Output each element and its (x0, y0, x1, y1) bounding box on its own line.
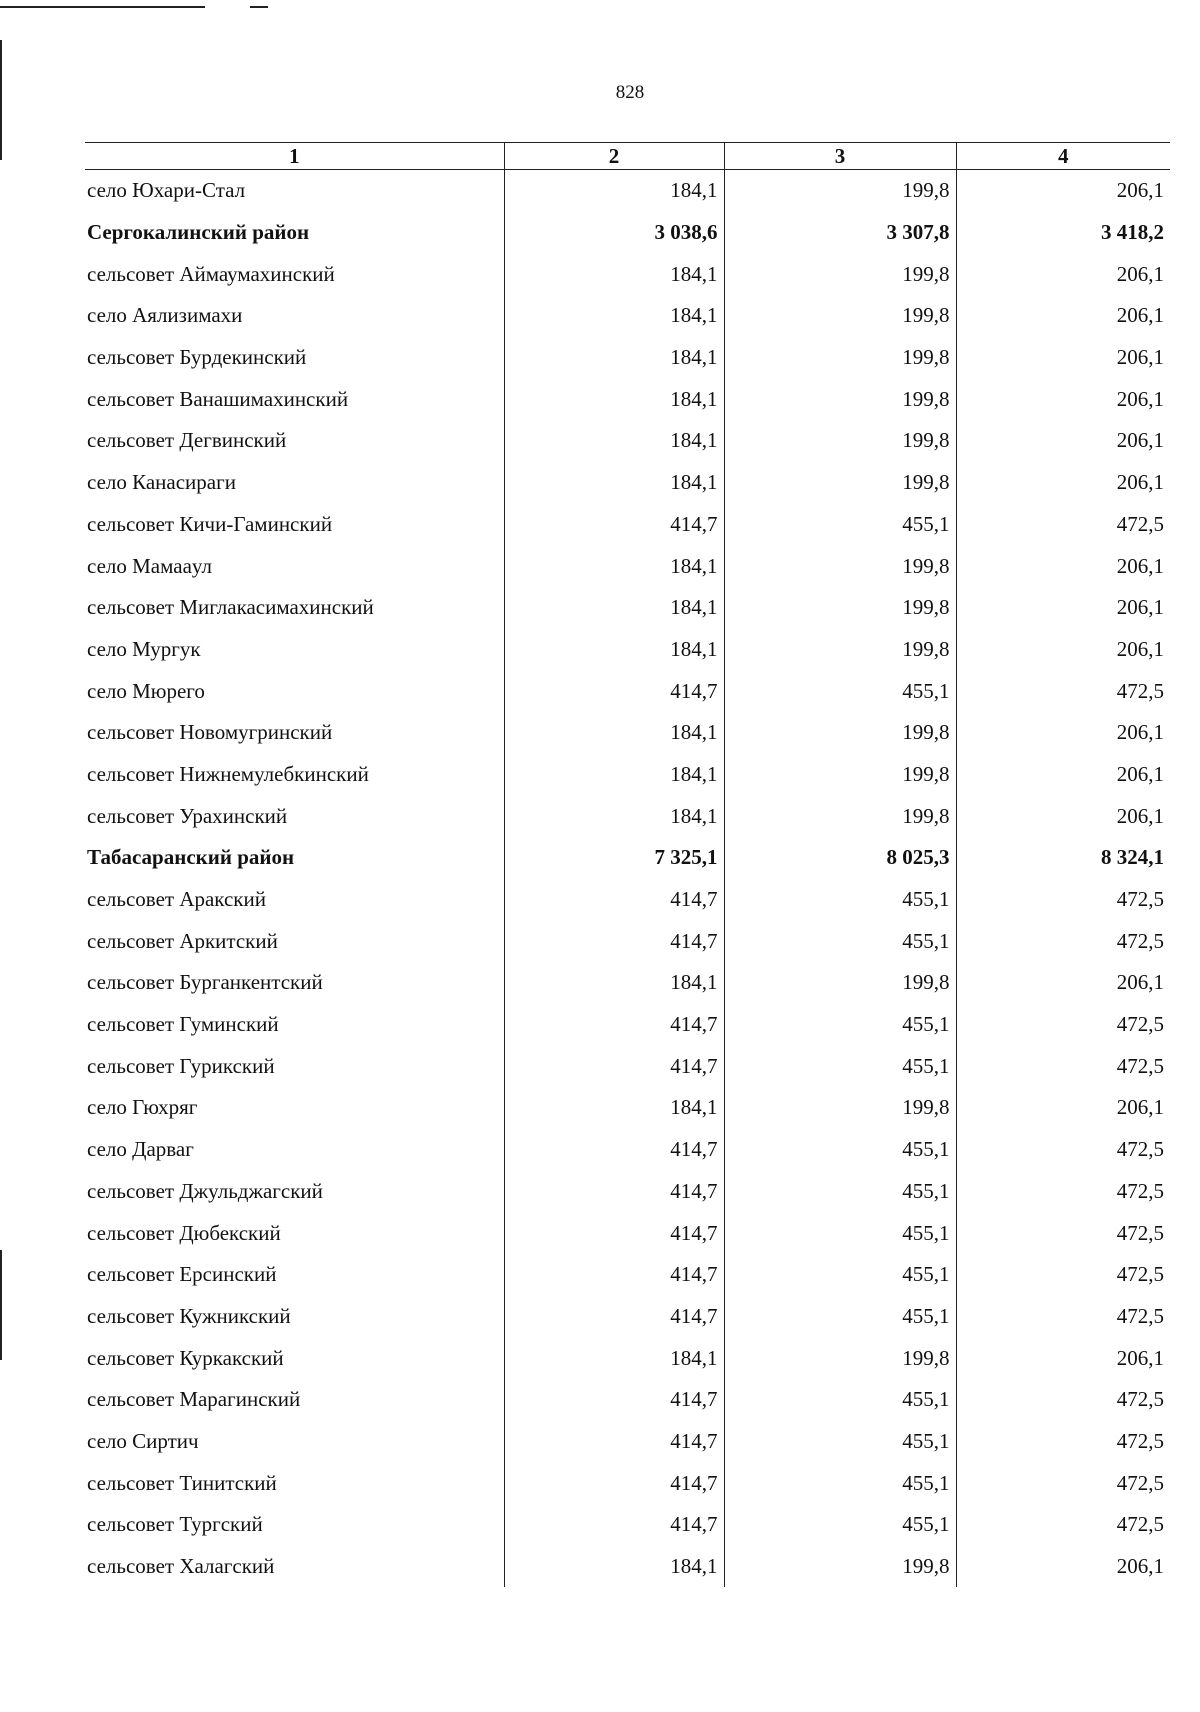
row-value-col2: 414,7 (504, 504, 724, 546)
row-name-cell: сельсовет Гуминский (85, 1004, 504, 1046)
row-value-col3: 455,1 (724, 1462, 956, 1504)
table-row (85, 1129, 1170, 1171)
row-value-col2: 414,7 (504, 1462, 724, 1504)
row-name-cell: село Мюрего (85, 670, 504, 712)
row-value-col4: 8 324,1 (1101, 845, 1164, 870)
row-name-cell: сельсовет Аракский (85, 879, 504, 921)
row-value-col4: 206,1 (1116, 1095, 1164, 1120)
row-value-col2: 414,7 (504, 879, 724, 921)
row-value-col2: 184,1 (504, 712, 724, 754)
table-row (85, 545, 1170, 587)
row-name-cell: сельсовет Кужникский (85, 1296, 504, 1338)
row-name-cell: сельсовет Бурганкентский (85, 962, 504, 1004)
row-value-col3: 199,8 (724, 545, 956, 587)
table-row (85, 420, 1170, 462)
row-value-col4: 206,1 (1116, 345, 1164, 370)
table-row (85, 587, 1170, 629)
row-value-col2: 184,1 (504, 962, 724, 1004)
table-row (85, 670, 1170, 712)
row-value-col4: 206,1 (1116, 178, 1164, 203)
row-value-col4: 472,5 (1116, 678, 1164, 703)
row-value-col3: 199,8 (724, 1087, 956, 1129)
row-value-col2: 414,7 (504, 670, 724, 712)
table-row (85, 879, 1170, 921)
row-value-col2: 184,1 (504, 629, 724, 671)
table-row (85, 1546, 1170, 1588)
row-value-col2: 184,1 (504, 462, 724, 504)
row-value-col4: 206,1 (1116, 1554, 1164, 1579)
row-name-cell: село Дарваг (85, 1129, 504, 1171)
row-value-col2: 414,7 (504, 1171, 724, 1213)
column-header-3: 3 (724, 143, 956, 170)
table-row (85, 337, 1170, 379)
row-value-col3: 455,1 (724, 879, 956, 921)
row-value-col2: 3 038,6 (504, 212, 724, 254)
row-value-col4: 472,5 (1116, 1512, 1164, 1537)
row-value-col2: 184,1 (504, 587, 724, 629)
row-name-cell: сельсовет Нижнемулебкинский (85, 754, 504, 796)
row-value-col3: 455,1 (724, 504, 956, 546)
table-row (85, 378, 1170, 420)
row-name-cell: сельсовет Аймаумахинский (85, 253, 504, 295)
table-row (85, 212, 1170, 254)
row-value-col3: 199,8 (724, 629, 956, 671)
row-value-col4: 472,5 (1116, 511, 1164, 536)
row-value-col2: 414,7 (504, 920, 724, 962)
row-value-col3: 199,8 (724, 378, 956, 420)
row-value-col3: 199,8 (724, 462, 956, 504)
row-value-col4: 472,5 (1116, 1428, 1164, 1453)
page-number: 828 (615, 82, 645, 103)
row-value-col3: 199,8 (724, 170, 956, 212)
table-row (85, 629, 1170, 671)
row-value-col4: 3 418,2 (1101, 220, 1164, 245)
table-row (85, 920, 1170, 962)
row-name-cell: село Сиртич (85, 1421, 504, 1463)
row-value-col3: 199,8 (724, 337, 956, 379)
row-value-col3: 199,8 (724, 587, 956, 629)
table-row (85, 1462, 1170, 1504)
row-value-col3: 455,1 (724, 1129, 956, 1171)
row-value-col2: 7 325,1 (504, 837, 724, 879)
row-name-cell: сельсовет Дюбекский (85, 1212, 504, 1254)
row-value-col3: 199,8 (724, 712, 956, 754)
table-row (85, 1171, 1170, 1213)
row-value-col4: 206,1 (1116, 636, 1164, 661)
row-value-col3: 199,8 (724, 253, 956, 295)
row-value-col3: 199,8 (724, 1546, 956, 1588)
row-name-cell: сельсовет Новомугринский (85, 712, 504, 754)
row-name-cell: сельсовет Халагский (85, 1546, 504, 1588)
row-value-col4: 206,1 (1116, 595, 1164, 620)
table-row (85, 1212, 1170, 1254)
row-value-col2: 184,1 (504, 253, 724, 295)
row-value-col2: 184,1 (504, 378, 724, 420)
table-row (85, 504, 1170, 546)
row-value-col2: 184,1 (504, 1546, 724, 1588)
row-value-col3: 199,8 (724, 1337, 956, 1379)
row-value-col2: 184,1 (504, 170, 724, 212)
row-name-cell: сельсовет Ерсинский (85, 1254, 504, 1296)
row-value-col3: 455,1 (724, 1004, 956, 1046)
row-name-cell: село Мамаaул (85, 545, 504, 587)
row-value-col3: 455,1 (724, 1254, 956, 1296)
row-value-col4: 206,1 (1116, 1345, 1164, 1370)
row-value-col3: 455,1 (724, 1421, 956, 1463)
row-name-cell: Сергокалинский район (85, 212, 504, 254)
table-row (85, 170, 1170, 212)
row-name-cell: сельсовет Ванашимахинский (85, 378, 504, 420)
row-value-col2: 414,7 (504, 1004, 724, 1046)
row-value-col3: 199,8 (724, 795, 956, 837)
row-value-col2: 184,1 (504, 1337, 724, 1379)
row-name-cell: сельсовет Куркакский (85, 1337, 504, 1379)
table-row (85, 1337, 1170, 1379)
row-name-cell: село Канасираги (85, 462, 504, 504)
row-value-col4: 472,5 (1116, 1178, 1164, 1203)
row-value-col3: 455,1 (724, 1379, 956, 1421)
row-value-col3: 8 025,3 (724, 837, 956, 879)
table-row (85, 295, 1170, 337)
row-value-col4: 472,5 (1116, 1387, 1164, 1412)
row-value-col4: 206,1 (1116, 428, 1164, 453)
table-header-row (85, 143, 1170, 170)
row-value-col3: 3 307,8 (724, 212, 956, 254)
table-row (85, 1004, 1170, 1046)
scan-edge-line-left (0, 40, 2, 160)
row-value-col2: 414,7 (504, 1254, 724, 1296)
row-value-col4: 472,5 (1116, 1220, 1164, 1245)
row-value-col2: 184,1 (504, 754, 724, 796)
scan-edge-line-top-right (250, 6, 268, 8)
row-name-cell: село Юхари-Стал (85, 170, 504, 212)
table-row (85, 754, 1170, 796)
row-value-col4: 472,5 (1116, 928, 1164, 953)
row-value-col4: 472,5 (1116, 1053, 1164, 1078)
row-value-col4: 472,5 (1116, 1262, 1164, 1287)
row-value-col3: 199,8 (724, 754, 956, 796)
row-value-col4: 206,1 (1116, 761, 1164, 786)
column-header-1: 1 (85, 143, 504, 170)
row-value-col4: 472,5 (1116, 1303, 1164, 1328)
row-value-col4: 472,5 (1116, 887, 1164, 912)
row-name-cell: сельсовет Урахинский (85, 795, 504, 837)
row-value-col2: 184,1 (504, 295, 724, 337)
row-value-col4: 206,1 (1116, 386, 1164, 411)
row-value-col4: 206,1 (1116, 303, 1164, 328)
data-table (85, 142, 1170, 1587)
table-row (85, 462, 1170, 504)
scan-edge-line-left-lower (0, 1250, 2, 1360)
row-value-col4: 472,5 (1116, 1012, 1164, 1037)
row-name-cell: сельсовет Марагинский (85, 1379, 504, 1421)
row-value-col4: 206,1 (1116, 553, 1164, 578)
row-name-cell: Табасаранский район (85, 837, 504, 879)
row-value-col2: 414,7 (504, 1504, 724, 1546)
row-value-col2: 184,1 (504, 1087, 724, 1129)
table-row (85, 1504, 1170, 1546)
row-value-col3: 455,1 (724, 920, 956, 962)
row-name-cell: сельсовет Дегвинский (85, 420, 504, 462)
row-value-col3: 199,8 (724, 295, 956, 337)
row-value-col3: 455,1 (724, 1045, 956, 1087)
table-row (85, 1254, 1170, 1296)
row-value-col3: 455,1 (724, 1212, 956, 1254)
scan-edge-line-top (0, 6, 205, 8)
row-value-col4: 472,5 (1116, 1470, 1164, 1495)
row-value-col3: 455,1 (724, 1296, 956, 1338)
row-value-col4: 206,1 (1116, 261, 1164, 286)
column-header-2: 2 (504, 143, 724, 170)
table-row (85, 1045, 1170, 1087)
table-row (85, 837, 1170, 879)
row-value-col3: 455,1 (724, 1171, 956, 1213)
table-row (85, 253, 1170, 295)
row-value-col2: 414,7 (504, 1296, 724, 1338)
table-row (85, 1421, 1170, 1463)
row-name-cell: село Гюхряг (85, 1087, 504, 1129)
row-value-col4: 472,5 (1116, 1137, 1164, 1162)
row-value-col3: 199,8 (724, 962, 956, 1004)
row-value-col2: 414,7 (504, 1129, 724, 1171)
row-value-col2: 414,7 (504, 1045, 724, 1087)
row-value-col3: 455,1 (724, 670, 956, 712)
row-name-cell: село Аялизимахи (85, 295, 504, 337)
row-name-cell: село Мургук (85, 629, 504, 671)
table-row (85, 1296, 1170, 1338)
row-value-col2: 184,1 (504, 545, 724, 587)
row-value-col3: 455,1 (724, 1504, 956, 1546)
row-value-col2: 184,1 (504, 337, 724, 379)
row-name-cell: сельсовет Аркитский (85, 920, 504, 962)
row-value-col2: 414,7 (504, 1212, 724, 1254)
table-row (85, 962, 1170, 1004)
row-value-col3: 199,8 (724, 420, 956, 462)
row-value-col4: 206,1 (1116, 470, 1164, 495)
row-name-cell: сельсовет Кичи-Гаминский (85, 504, 504, 546)
row-value-col4: 206,1 (1116, 720, 1164, 745)
table-row (85, 1087, 1170, 1129)
row-name-cell: сельсовет Бурдекинский (85, 337, 504, 379)
row-value-col2: 184,1 (504, 420, 724, 462)
row-name-cell: сельсовет Гурикский (85, 1045, 504, 1087)
row-value-col2: 414,7 (504, 1421, 724, 1463)
table-row (85, 712, 1170, 754)
row-name-cell: сельсовет Тинитский (85, 1462, 504, 1504)
row-name-cell: сельсовет Джульджагский (85, 1171, 504, 1213)
row-value-col2: 184,1 (504, 795, 724, 837)
table-row (85, 1379, 1170, 1421)
row-name-cell: сельсовет Тургский (85, 1504, 504, 1546)
table-row (85, 795, 1170, 837)
table-body (85, 170, 1170, 1588)
row-value-col4: 206,1 (1116, 970, 1164, 995)
row-value-col2: 414,7 (504, 1379, 724, 1421)
row-name-cell: сельсовет Миглакасимахинский (85, 587, 504, 629)
row-value-col4: 206,1 (1116, 803, 1164, 828)
column-header-4: 4 (956, 143, 1170, 170)
